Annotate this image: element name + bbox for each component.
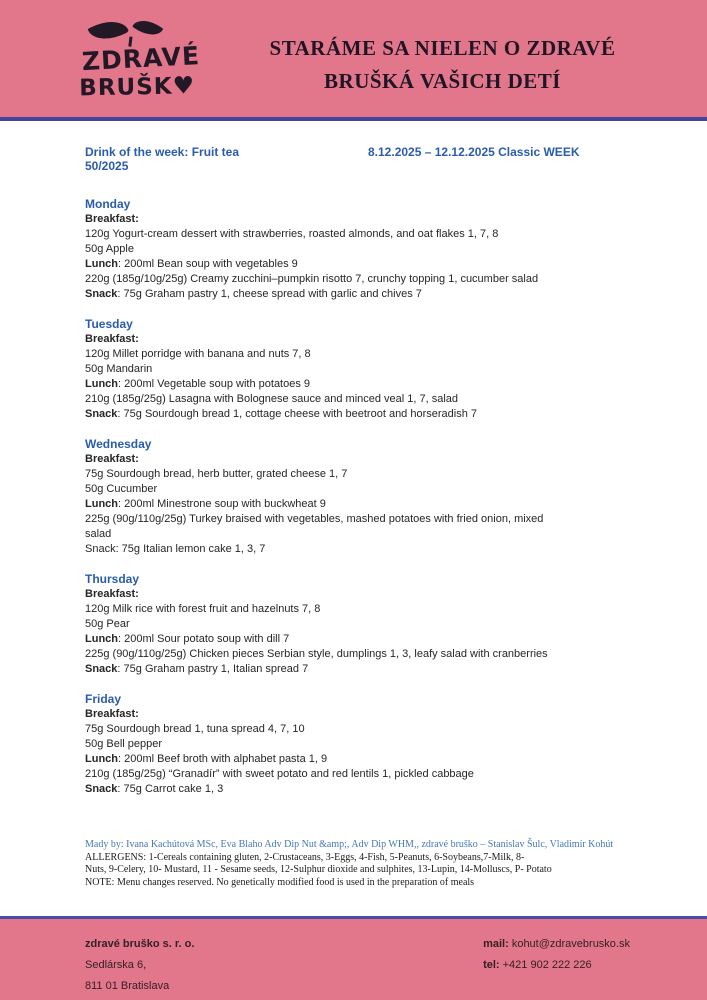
tel-label: tel: — [483, 959, 500, 971]
logo-text-line2 — [79, 71, 195, 101]
logo-text: BRUŠK — [79, 73, 173, 102]
day-name: Thursday — [85, 572, 140, 586]
heart-icon: ♥ — [172, 71, 196, 100]
menu-line: Snack: 75g Sourdough bread 1, cottage cheese with beetroot and horseradish 7 — [85, 408, 478, 420]
day-name: Friday — [85, 692, 122, 706]
menu-line: 210g (185g/25g) Lasagna with Bolognese sauce and minced veal 1, 7, salad — [85, 393, 459, 405]
week-info-row — [85, 145, 650, 173]
menu-line: Lunch: 200ml Bean soup with vegetables 9 — [85, 258, 298, 270]
mail-value: kohut@zdravebrusko.sk — [508, 938, 630, 950]
day-section-wednesday — [85, 437, 650, 557]
page-title — [208, 32, 707, 98]
mail-label: mail: — [483, 938, 509, 950]
menu-line: Lunch: 200ml Sour potato soup with dill 7 — [85, 633, 290, 645]
day-name: Wednesday — [85, 437, 152, 451]
menu-line: Lunch: 200ml Beef broth with alphabet pasta 1, 9 — [85, 753, 328, 765]
menu-line: salad — [85, 528, 112, 540]
menu-line: 210g (185g/25g) “Granadír” with sweet potato and red lentils 1, pickled cabbage — [85, 768, 474, 780]
menu-line: Lunch: 200ml Vegetable soup with potatoes 9 — [85, 378, 311, 390]
menu-line: Breakfast: — [85, 708, 139, 720]
contact-tel — [483, 955, 630, 976]
menu-line: Breakfast: — [85, 453, 139, 465]
page-title-line2: BRUŠKÁ VAŠICH DETÍ — [324, 69, 561, 93]
day-section-friday — [85, 692, 650, 797]
footer — [0, 916, 707, 1000]
footnotes — [85, 839, 650, 889]
header — [0, 0, 707, 121]
menu-line: Lunch: 200ml Minestrone soup with buckwheat 9 — [85, 498, 326, 510]
menu-line: 75g Sourdough bread, herb butter, grated cheese 1, 7 — [85, 468, 348, 480]
made-by-line: Mady by: Ivana Kachútová MSc, Eva Blaho Adv Dip Nut &amp;, Adv Dip WHM,, zdravé bruško – Stanislav Šulc, Vladimír Kohút — [85, 839, 614, 850]
day-section-monday — [85, 197, 650, 302]
menu-line: 50g Bell pepper — [85, 738, 163, 750]
menu-line: 50g Cucumber — [85, 483, 158, 495]
drink-of-week — [85, 145, 368, 173]
menu-line: Breakfast: — [85, 333, 139, 345]
allergens-line1: ALLERGENS: 1-Cereals containing gluten, 2-Crustaceans, 3-Eggs, 4-Fish, 5-Peanuts, 6-Soybeans,7-Milk, 8- — [85, 851, 525, 863]
day-section-thursday — [85, 572, 650, 677]
note-line: NOTE: Menu changes reserved. No genetically modified food is used in the preparation of meals — [85, 876, 475, 888]
menu-line: 50g Mandarin — [85, 363, 153, 375]
leaf-icon — [132, 13, 163, 42]
logo-text-line1: ZDRAVÉ — [81, 41, 201, 77]
menu-line: Breakfast: — [85, 213, 139, 225]
allergens-line2: Nuts, 9-Celery, 10- Mustard, 11 - Sesame seeds, 12-Sulphur dioxide and sulphites, 13-Lupin, 14-Molluscs, P- Potato — [85, 864, 552, 875]
footer-contact-block — [483, 934, 630, 1000]
footer-address-block — [85, 934, 194, 1000]
brand-logo — [75, 9, 210, 116]
drink-of-week-line2: 50/2025 — [85, 159, 129, 173]
week-date-range: 8.12.2025 – 12.12.2025 Classic WEEK — [368, 145, 580, 159]
menu-line: Breakfast: — [85, 588, 139, 600]
contact-mail — [483, 934, 630, 955]
menu-line: Snack: 75g Graham pastry 1, cheese spread with garlic and chives 7 — [85, 288, 422, 300]
tel-value: +421 902 222 226 — [499, 959, 592, 971]
menu-line: Snack: 75g Graham pastry 1, Italian spread 7 — [85, 663, 309, 675]
menu-body — [0, 121, 707, 889]
menu-line: 120g Yogurt-cream dessert with strawberries, roasted almonds, and oat flakes 1, 7, 8 — [85, 228, 499, 240]
menu-line: Snack: 75g Italian lemon cake 1, 3, 7 — [85, 543, 266, 555]
address-street: Sedlárska 6, — [85, 959, 147, 971]
menu-line: 225g (90g/110g/25g) Chicken pieces Serbian style, dumplings 1, 3, leafy salad with cranberries — [85, 648, 548, 660]
menu-line: 220g (185g/10g/25g) Creamy zucchini–pumpkin risotto 7, crunchy topping 1, cucumber salad — [85, 273, 539, 285]
page-title-line1: STARÁME SA NIELEN O ZDRAVÉ — [269, 36, 616, 60]
day-section-tuesday — [85, 317, 650, 422]
day-name: Monday — [85, 197, 131, 211]
company-name: zdravé bruško s. r. o. — [85, 938, 195, 950]
menu-line: 120g Milk rice with forest fruit and hazelnuts 7, 8 — [85, 603, 321, 615]
menu-line: 50g Pear — [85, 618, 130, 630]
menu-line: 120g Millet porridge with banana and nuts 7, 8 — [85, 348, 311, 360]
leaf-icon — [87, 13, 129, 48]
address-city: 811 01 Bratislava — [85, 980, 170, 992]
day-name: Tuesday — [85, 317, 133, 331]
menu-line: Snack: 75g Carrot cake 1, 3 — [85, 783, 224, 795]
menu-line: 225g (90g/110g/25g) Turkey braised with vegetables, mashed potatoes with fried onion, mixed — [85, 513, 544, 525]
drink-of-week-line1: Drink of the week: Fruit tea — [85, 145, 240, 159]
menu-line: 75g Sourdough bread 1, tuna spread 4, 7, 10 — [85, 723, 305, 735]
menu-line: 50g Apple — [85, 243, 134, 255]
